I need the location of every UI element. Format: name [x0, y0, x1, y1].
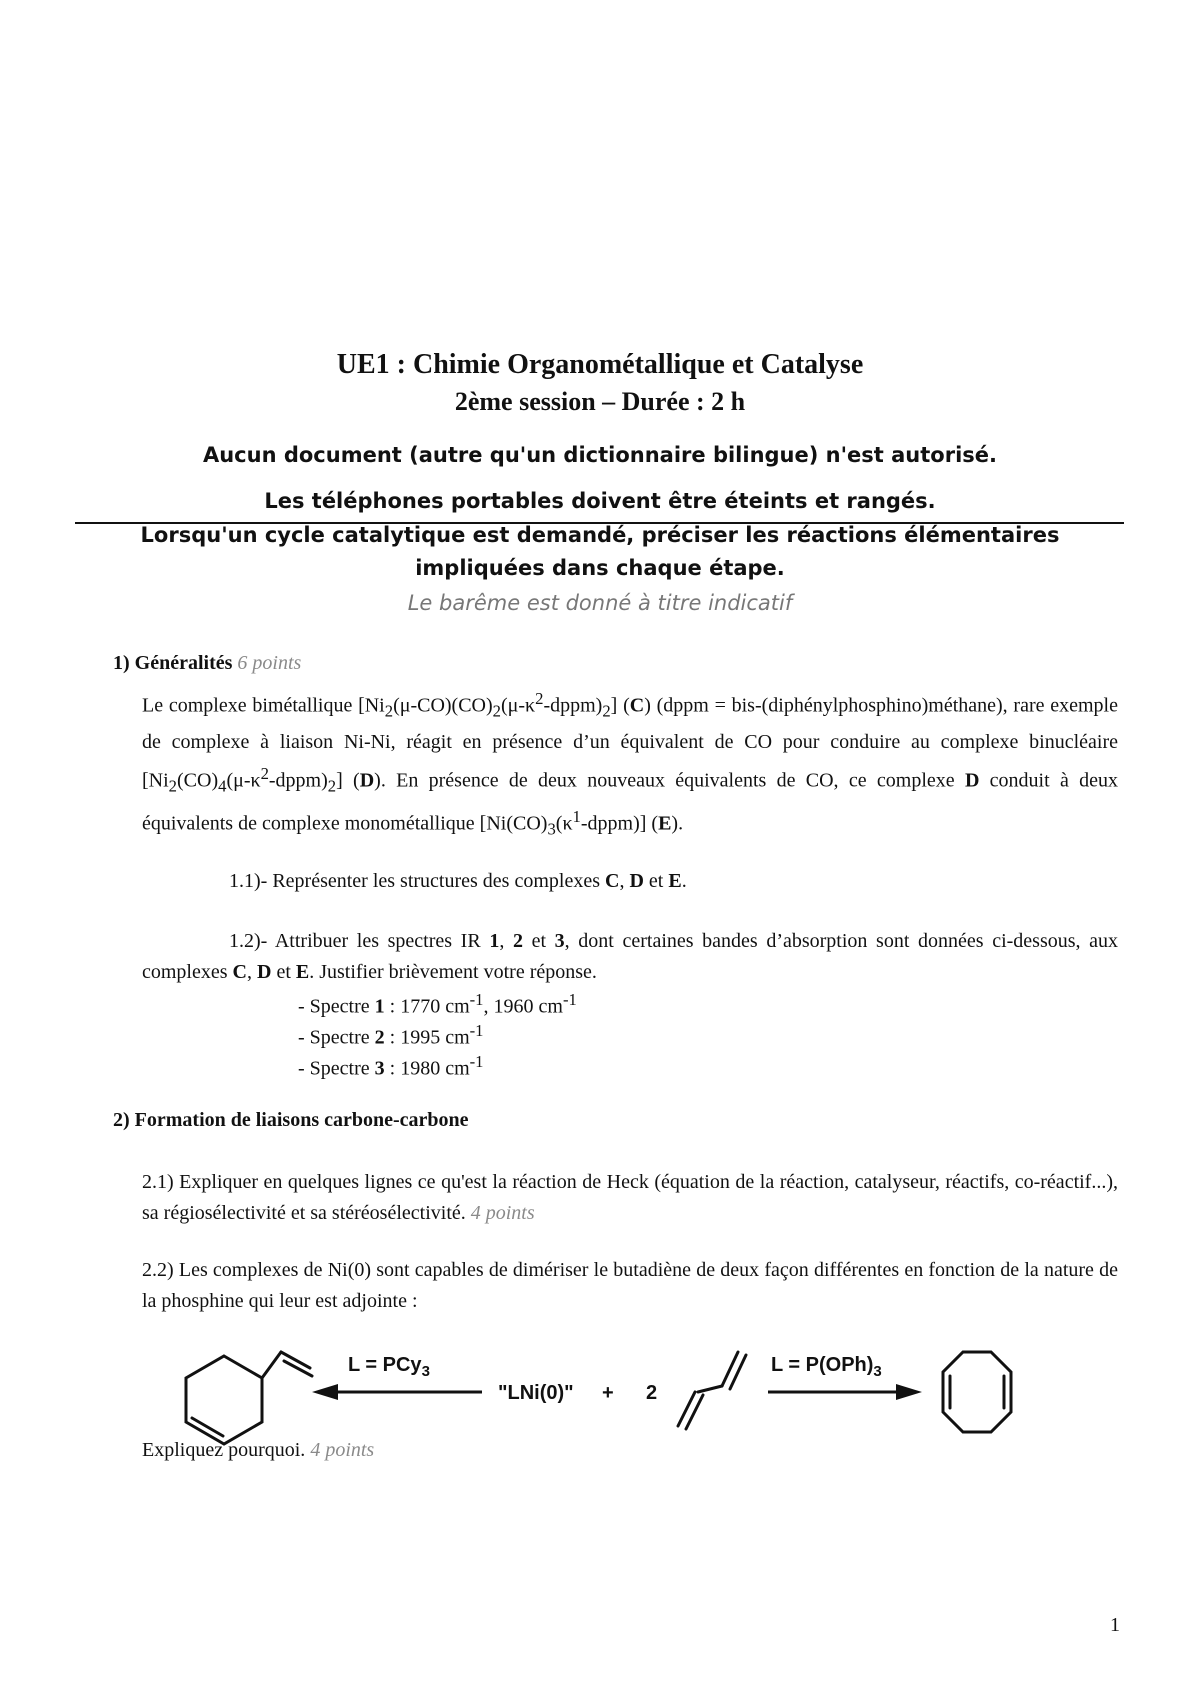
section1-points: 6 points — [237, 652, 302, 674]
left-ligand-label: L = PCy$_3$ — [348, 1354, 430, 1380]
rule-cycle-line2: impliquées dans chaque étape. — [415, 556, 785, 580]
spectrum-1: - Spectre 1 : 1770 $cm^{-1}$, 1960 $cm^{-1}$ — [298, 990, 577, 1018]
spectrum-3: - Spectre 3 : 1980 $cm^{-1}$ — [298, 1052, 484, 1080]
spectrum-2: - Spectre 2 : 1995 $cm^{-1}$ — [298, 1021, 484, 1049]
rule-phones: Les téléphones portables doivent être éteints et rangés. — [264, 489, 936, 513]
right-ligand-label: $L = P(OPh)_3$ — [771, 1354, 882, 1380]
question-2-2: 2.2) Les complexes de Ni(0) sont capables de dimériser le butadiène de deux façon différentes en fonction de la nature de la phosphine qui leur est adjointe : — [142, 1259, 1118, 1312]
page-number: 1 — [1110, 1614, 1120, 1636]
section1-title: 1) Généralités — [113, 652, 233, 674]
catalyst-label: "LNi(0)" — [498, 1382, 574, 1404]
section1-intro: Le complexe bimétallique $[Ni_2(\mu-CO)(CO)_2(\mu-\kappa^2-dppm)_2]$ (C) (dppm = bis-(diphénylphosphino)méthane), rare exemple de complexe à liaison Ni-Ni, réagit en présence d’un équivalent de CO pour conduire au complexe binucléaire $[Ni_2(CO)_4(\mu-\kappa^2-dppm)_2]$ (D). En présence de deux nouveaux équivalents de CO, ce complexe D conduit à deux équivalents de complexe monométallique $[Ni(CO)_3(\kappa^1-dppm)]$ (E). — [142, 689, 1119, 839]
rule-cycle-line1: Lorsqu'un cycle catalytique est demandé, préciser les réactions élémentaires — [140, 523, 1060, 547]
exam-session: 2ème session – Durée : 2 h — [454, 387, 746, 416]
section2-heading: 2) Formation de liaisons carbone-carbone — [113, 1109, 469, 1131]
left-arrow — [312, 1384, 482, 1400]
rule-documents: Aucun document (autre qu'un dictionnaire bilingue) n'est autorisé. — [202, 443, 997, 467]
cyclooctadiene-structure — [943, 1352, 1011, 1432]
plus-sign: + — [602, 1382, 614, 1404]
vinylcyclohexene-structure — [186, 1352, 312, 1444]
section1-heading — [113, 652, 301, 675]
right-arrow — [768, 1384, 922, 1400]
butadiene-structure — [678, 1352, 746, 1429]
question-1-1: 1.1)- Représenter les structures des complexes C, D et E. — [229, 870, 687, 892]
exam-title: UE1 : Chimie Organométallique et Catalyse — [336, 349, 864, 380]
bareme-note: Le barême est donné à titre indicatif — [407, 591, 793, 615]
question-2-1: 2.1) Expliquer en quelques lignes ce qu'est la réaction de Heck (équation de la réaction, catalyseur, réactifs, co-réactif...), sa régiosélectivité et sa stéréosélectivité. 4 points — [142, 1171, 1118, 1224]
conclusion-points: 4 points — [310, 1439, 375, 1461]
butadiene-coefficient: 2 — [646, 1382, 658, 1404]
question-1-2: 1.2)- Attribuer les spectres IR 1, 2 et 3, dont certaines bandes d’absorption sont données ci-dessous, aux complexes C, D et E. Justifier brièvement votre réponse. — [142, 930, 1119, 983]
question-2-1-points: 4 points — [470, 1202, 535, 1224]
conclusion: Expliquez pourquoi. 4 points — [142, 1439, 375, 1461]
